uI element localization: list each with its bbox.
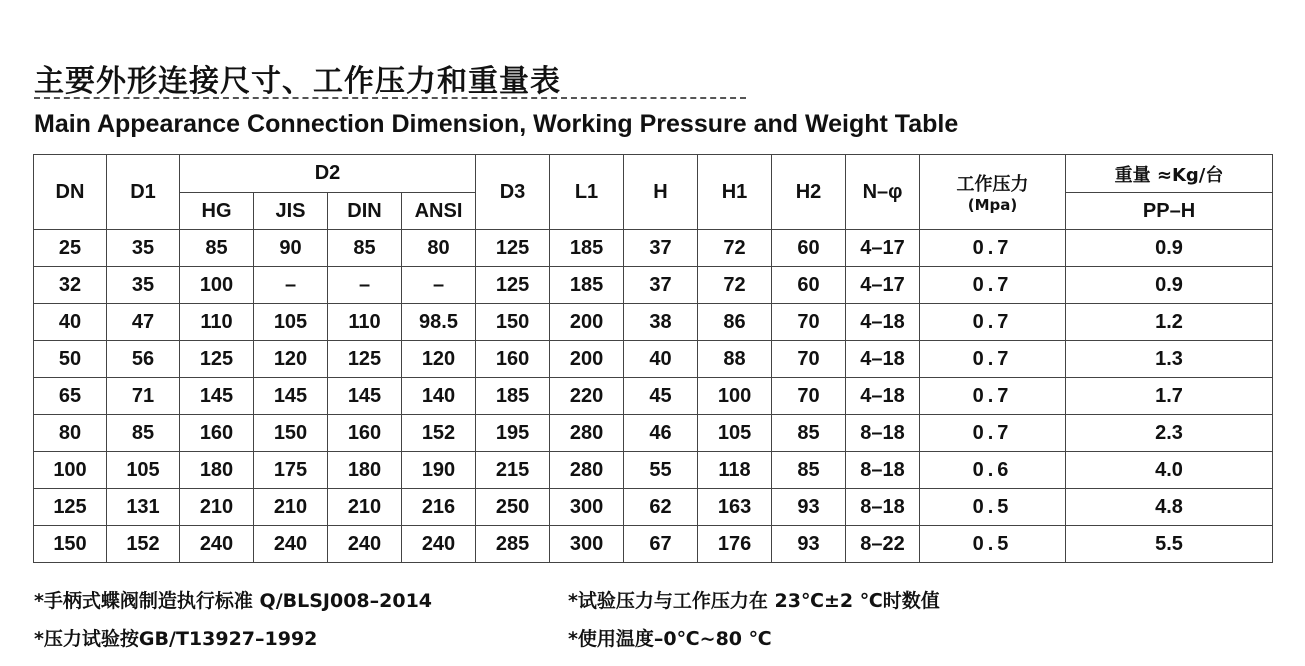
cell-n-phi: 4–18 bbox=[846, 378, 920, 415]
cell-working-pressure: 0.7 bbox=[920, 341, 1066, 378]
cell-d1: 131 bbox=[107, 489, 180, 526]
table-row bbox=[34, 526, 1273, 563]
cell-hg: 210 bbox=[180, 489, 254, 526]
cell-ansi: 98.5 bbox=[402, 304, 476, 341]
cell-working-pressure: 0.7 bbox=[920, 415, 1066, 452]
cell-d3: 215 bbox=[476, 452, 550, 489]
cell-l1: 280 bbox=[550, 415, 624, 452]
cell-jis: 105 bbox=[254, 304, 328, 341]
cell-d3: 125 bbox=[476, 230, 550, 267]
cell-weight: 2.3 bbox=[1066, 415, 1273, 452]
cell-d3: 285 bbox=[476, 526, 550, 563]
cell-n-phi: 8–22 bbox=[846, 526, 920, 563]
cell-dn: 65 bbox=[34, 378, 107, 415]
cell-hg: 110 bbox=[180, 304, 254, 341]
cell-jis: 90 bbox=[254, 230, 328, 267]
cell-weight: 5.5 bbox=[1066, 526, 1273, 563]
dimension-table bbox=[33, 154, 1273, 563]
cell-hg: 100 bbox=[180, 267, 254, 304]
cell-h: 45 bbox=[624, 378, 698, 415]
cell-hg: 85 bbox=[180, 230, 254, 267]
cell-jis: – bbox=[254, 267, 328, 304]
cell-h: 37 bbox=[624, 230, 698, 267]
cell-n-phi: 8–18 bbox=[846, 489, 920, 526]
table-row bbox=[34, 489, 1273, 526]
cell-h: 38 bbox=[624, 304, 698, 341]
table-row bbox=[34, 341, 1273, 378]
cell-h: 67 bbox=[624, 526, 698, 563]
cell-weight: 4.0 bbox=[1066, 452, 1273, 489]
cell-jis: 240 bbox=[254, 526, 328, 563]
note-standard: *手柄式蝶阀制造执行标准 Q/BLSJ008–2014 bbox=[34, 590, 433, 612]
cell-h1: 86 bbox=[698, 304, 772, 341]
header-h2: H2 bbox=[772, 155, 846, 230]
cell-dn: 125 bbox=[34, 489, 107, 526]
cell-l1: 200 bbox=[550, 341, 624, 378]
cell-ansi: 152 bbox=[402, 415, 476, 452]
cell-dn: 40 bbox=[34, 304, 107, 341]
cell-d3: 250 bbox=[476, 489, 550, 526]
header-l1: L1 bbox=[550, 155, 624, 230]
cell-dn: 50 bbox=[34, 341, 107, 378]
cell-h2: 70 bbox=[772, 304, 846, 341]
header-h: H bbox=[624, 155, 698, 230]
title-divider bbox=[34, 97, 746, 99]
cell-hg: 240 bbox=[180, 526, 254, 563]
cell-dn: 25 bbox=[34, 230, 107, 267]
table-row bbox=[34, 304, 1273, 341]
cell-d3: 160 bbox=[476, 341, 550, 378]
cell-l1: 220 bbox=[550, 378, 624, 415]
working-pressure-unit: (Mpa) bbox=[967, 196, 1018, 214]
cell-l1: 300 bbox=[550, 489, 624, 526]
cell-d1: 56 bbox=[107, 341, 180, 378]
cell-ansi: 216 bbox=[402, 489, 476, 526]
cell-dn: 32 bbox=[34, 267, 107, 304]
cell-weight: 4.8 bbox=[1066, 489, 1273, 526]
cell-n-phi: 4–18 bbox=[846, 304, 920, 341]
cell-working-pressure: 0.7 bbox=[920, 304, 1066, 341]
cell-dn: 150 bbox=[34, 526, 107, 563]
note-pressure-test: *压力试验按GB/T13927–1992 bbox=[34, 628, 318, 650]
cell-h: 37 bbox=[624, 267, 698, 304]
note-test-temperature: *试验压力与工作压力在 23℃±2 ℃时数值 bbox=[568, 590, 940, 612]
table-row bbox=[34, 415, 1273, 452]
cell-n-phi: 4–17 bbox=[846, 267, 920, 304]
cell-ansi: 120 bbox=[402, 341, 476, 378]
cell-n-phi: 4–17 bbox=[846, 230, 920, 267]
cell-jis: 150 bbox=[254, 415, 328, 452]
header-weight: 重量 ≈Kg/台 bbox=[1066, 155, 1273, 193]
cell-d3: 195 bbox=[476, 415, 550, 452]
cell-d1: 35 bbox=[107, 230, 180, 267]
cell-working-pressure: 0.7 bbox=[920, 378, 1066, 415]
cell-weight: 1.2 bbox=[1066, 304, 1273, 341]
cell-n-phi: 8–18 bbox=[846, 415, 920, 452]
header-d2: D2 bbox=[180, 155, 476, 193]
cell-h2: 85 bbox=[772, 452, 846, 489]
cell-weight: 1.7 bbox=[1066, 378, 1273, 415]
cell-h1: 72 bbox=[698, 267, 772, 304]
table-row bbox=[34, 230, 1273, 267]
cell-weight: 0.9 bbox=[1066, 230, 1273, 267]
cell-h2: 85 bbox=[772, 415, 846, 452]
table-row bbox=[34, 452, 1273, 489]
cell-working-pressure: 0.5 bbox=[920, 489, 1066, 526]
cell-ansi: 140 bbox=[402, 378, 476, 415]
cell-hg: 145 bbox=[180, 378, 254, 415]
table-header-row bbox=[34, 155, 1273, 193]
cell-h1: 100 bbox=[698, 378, 772, 415]
cell-working-pressure: 0.7 bbox=[920, 230, 1066, 267]
working-pressure-label: 工作压力 bbox=[956, 174, 1029, 195]
cell-h1: 118 bbox=[698, 452, 772, 489]
cell-l1: 185 bbox=[550, 267, 624, 304]
cell-d3: 150 bbox=[476, 304, 550, 341]
cell-h: 40 bbox=[624, 341, 698, 378]
table-body bbox=[34, 230, 1273, 563]
cell-h2: 70 bbox=[772, 378, 846, 415]
cell-ansi: 190 bbox=[402, 452, 476, 489]
cell-n-phi: 4–18 bbox=[846, 341, 920, 378]
table-row bbox=[34, 267, 1273, 304]
cell-din: 180 bbox=[328, 452, 402, 489]
header-d2-hg: HG bbox=[180, 193, 254, 230]
cell-l1: 200 bbox=[550, 304, 624, 341]
cell-hg: 125 bbox=[180, 341, 254, 378]
cell-jis: 145 bbox=[254, 378, 328, 415]
cell-din: 110 bbox=[328, 304, 402, 341]
cell-d1: 85 bbox=[107, 415, 180, 452]
cell-l1: 300 bbox=[550, 526, 624, 563]
cell-weight: 1.3 bbox=[1066, 341, 1273, 378]
header-weight-pph: PP–H bbox=[1066, 193, 1273, 230]
cell-h: 62 bbox=[624, 489, 698, 526]
cell-d3: 125 bbox=[476, 267, 550, 304]
page-title-chinese: 主要外形连接尺寸、工作压力和重量表 bbox=[34, 64, 561, 99]
cell-d1: 105 bbox=[107, 452, 180, 489]
cell-ansi: – bbox=[402, 267, 476, 304]
cell-dn: 80 bbox=[34, 415, 107, 452]
cell-din: 145 bbox=[328, 378, 402, 415]
cell-working-pressure: 0.7 bbox=[920, 267, 1066, 304]
cell-n-phi: 8–18 bbox=[846, 452, 920, 489]
header-working-pressure bbox=[920, 155, 1066, 230]
cell-h2: 60 bbox=[772, 230, 846, 267]
cell-h1: 72 bbox=[698, 230, 772, 267]
cell-h1: 105 bbox=[698, 415, 772, 452]
cell-jis: 120 bbox=[254, 341, 328, 378]
cell-hg: 180 bbox=[180, 452, 254, 489]
header-d3: D3 bbox=[476, 155, 550, 230]
cell-h2: 93 bbox=[772, 526, 846, 563]
header-d1: D1 bbox=[107, 155, 180, 230]
header-d2-jis: JIS bbox=[254, 193, 328, 230]
header-d2-ansi: ANSI bbox=[402, 193, 476, 230]
cell-h1: 176 bbox=[698, 526, 772, 563]
cell-dn: 100 bbox=[34, 452, 107, 489]
page-title-english: Main Appearance Connection Dimension, Working Pressure and Weight Table bbox=[34, 110, 959, 138]
header-n-phi: N–φ bbox=[846, 155, 920, 230]
cell-working-pressure: 0.6 bbox=[920, 452, 1066, 489]
cell-weight: 0.9 bbox=[1066, 267, 1273, 304]
cell-din: 160 bbox=[328, 415, 402, 452]
cell-h2: 93 bbox=[772, 489, 846, 526]
cell-l1: 185 bbox=[550, 230, 624, 267]
cell-h: 46 bbox=[624, 415, 698, 452]
cell-h2: 60 bbox=[772, 267, 846, 304]
table-row bbox=[34, 378, 1273, 415]
cell-h1: 163 bbox=[698, 489, 772, 526]
cell-d3: 185 bbox=[476, 378, 550, 415]
cell-working-pressure: 0.5 bbox=[920, 526, 1066, 563]
cell-h2: 70 bbox=[772, 341, 846, 378]
header-d2-din: DIN bbox=[328, 193, 402, 230]
cell-ansi: 240 bbox=[402, 526, 476, 563]
cell-jis: 175 bbox=[254, 452, 328, 489]
cell-hg: 160 bbox=[180, 415, 254, 452]
cell-din: 210 bbox=[328, 489, 402, 526]
header-dn: DN bbox=[34, 155, 107, 230]
cell-din: 85 bbox=[328, 230, 402, 267]
cell-h: 55 bbox=[624, 452, 698, 489]
cell-jis: 210 bbox=[254, 489, 328, 526]
cell-din: 125 bbox=[328, 341, 402, 378]
cell-l1: 280 bbox=[550, 452, 624, 489]
cell-d1: 71 bbox=[107, 378, 180, 415]
cell-h1: 88 bbox=[698, 341, 772, 378]
cell-d1: 47 bbox=[107, 304, 180, 341]
cell-din: 240 bbox=[328, 526, 402, 563]
cell-ansi: 80 bbox=[402, 230, 476, 267]
note-operating-temperature: *使用温度–0℃~80 ℃ bbox=[568, 628, 772, 650]
cell-din: – bbox=[328, 267, 402, 304]
cell-d1: 152 bbox=[107, 526, 180, 563]
header-h1: H1 bbox=[698, 155, 772, 230]
cell-d1: 35 bbox=[107, 267, 180, 304]
